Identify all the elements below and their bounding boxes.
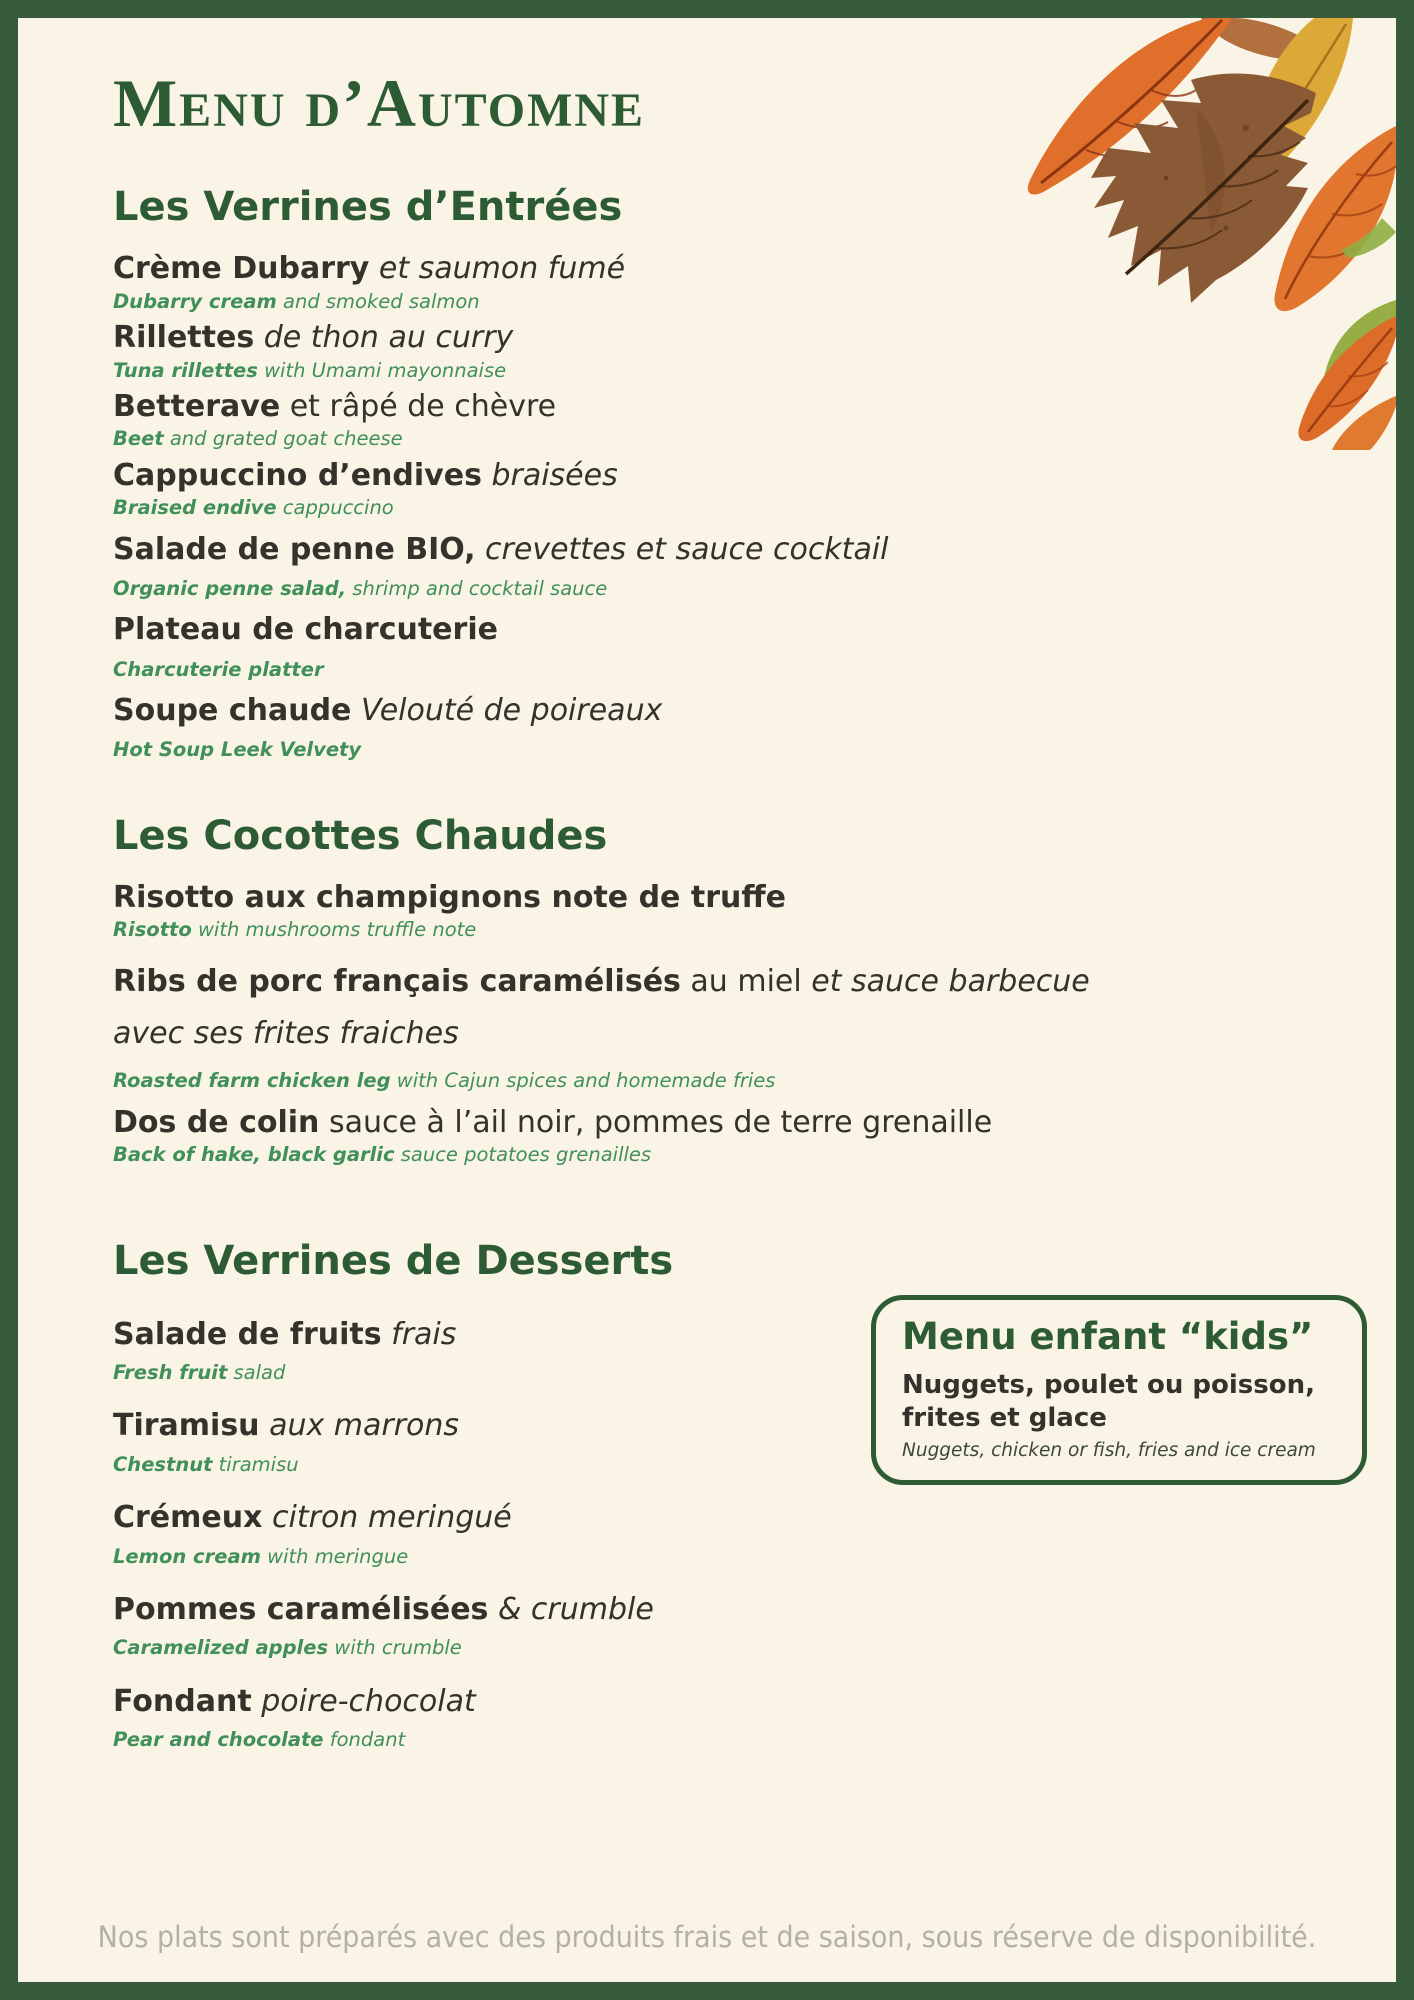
menu-content	[18, 65, 1396, 1752]
item-translation-en: Charcuterie platter	[113, 657, 324, 681]
menu-item	[113, 1684, 1356, 1752]
footer-note: Nos plats sont préparés avec des produits frais et de saison, sous réserve de disponibilité.	[97, 1920, 1317, 1954]
item-name-fr: Crémeux citron meringué	[113, 1500, 512, 1536]
menu-item	[113, 612, 1356, 681]
item-name-fr: Plateau de charcuterie	[113, 612, 498, 648]
menu-item	[113, 389, 1356, 451]
item-name-fr: Cappuccino d’endives braisées	[113, 457, 618, 493]
item-translation-en: Organic penne salad, shrimp and cocktail sauce	[113, 576, 608, 600]
menu-item	[113, 458, 1356, 520]
item-translation-en: Lemon cream with meringue	[113, 1544, 409, 1568]
item-translation-en: Braised endive cappuccino	[113, 496, 394, 520]
item-translation-en: Fresh fruit salad	[113, 1360, 286, 1384]
page-title: Menu d’Automne	[113, 65, 646, 141]
item-translation-en: Risotto with mushrooms truffle note	[113, 918, 477, 942]
menu-item	[113, 693, 1356, 762]
menu-item	[113, 532, 1356, 601]
item-translation-en: Back of hake, black garlic sauce potatoes grenailles	[113, 1143, 652, 1167]
item-name-fr: Soupe chaude Velouté de poireaux	[113, 693, 663, 729]
kids-menu-title: Menu enfant “kids”	[902, 1315, 1314, 1358]
menu-item	[113, 1500, 1356, 1568]
menu-item	[113, 880, 1356, 942]
menu-item	[113, 251, 1356, 313]
item-name-fr: Risotto aux champignons note de truffe	[113, 879, 786, 915]
item-translation-en: Chestnut tiramisu	[113, 1452, 299, 1476]
kids-menu-box	[871, 1295, 1367, 1485]
menu-item	[113, 1105, 1356, 1167]
menu-item	[113, 1592, 1356, 1660]
item-name-fr: Fondant poire-chocolat	[113, 1683, 476, 1719]
section-title-entrees: Les Verrines d’Entrées	[113, 184, 623, 231]
menu-item	[113, 320, 1356, 382]
item-name-fr: Rillettes de thon au curry	[113, 320, 514, 356]
item-translation-en: Beet and grated goat cheese	[113, 427, 403, 451]
item-name-fr: Tiramisu aux marrons	[113, 1408, 460, 1444]
menu-item	[113, 964, 1356, 1093]
item-translation-en: Caramelized apples with crumble	[113, 1636, 462, 1660]
item-name-fr: Salade de penne BIO, crevettes et sauce cocktail	[113, 531, 889, 567]
item-translation-en: Dubarry cream and smoked salmon	[113, 289, 480, 313]
item-translation-en: Tuna rillettes with Umami mayonnaise	[113, 358, 507, 382]
item-translation-en: Roasted farm chicken leg with Cajun spices and homemade fries	[113, 1069, 776, 1093]
section-title-cocottes: Les Cocottes Chaudes	[113, 812, 608, 859]
item-name-fr: Salade de fruits frais	[113, 1316, 457, 1352]
item-name-fr-line2: avec ses frites fraiches	[113, 1016, 459, 1052]
item-name-fr: Crème Dubarry et saumon fumé	[113, 251, 626, 287]
section-title-desserts: Les Verrines de Desserts	[113, 1237, 674, 1284]
item-translation-en: Hot Soup Leek Velvety	[113, 738, 362, 762]
item-name-fr: Pommes caramélisées & crumble	[113, 1591, 654, 1627]
kids-menu-translation: Nuggets, chicken or fish, fries and ice cream	[902, 1440, 1316, 1462]
item-translation-en: Pear and chocolate fondant	[113, 1728, 406, 1752]
item-name-fr: Dos de colin sauce à l’ail noir, pommes de terre grenaille	[113, 1104, 993, 1140]
item-name-fr: Ribs de porc français caramélisés au miel et sauce barbecue	[113, 963, 1090, 999]
kids-menu-item: Nuggets, poulet ou poisson, frites et glace	[902, 1369, 1315, 1434]
item-name-fr: Betterave et râpé de chèvre	[113, 388, 557, 424]
